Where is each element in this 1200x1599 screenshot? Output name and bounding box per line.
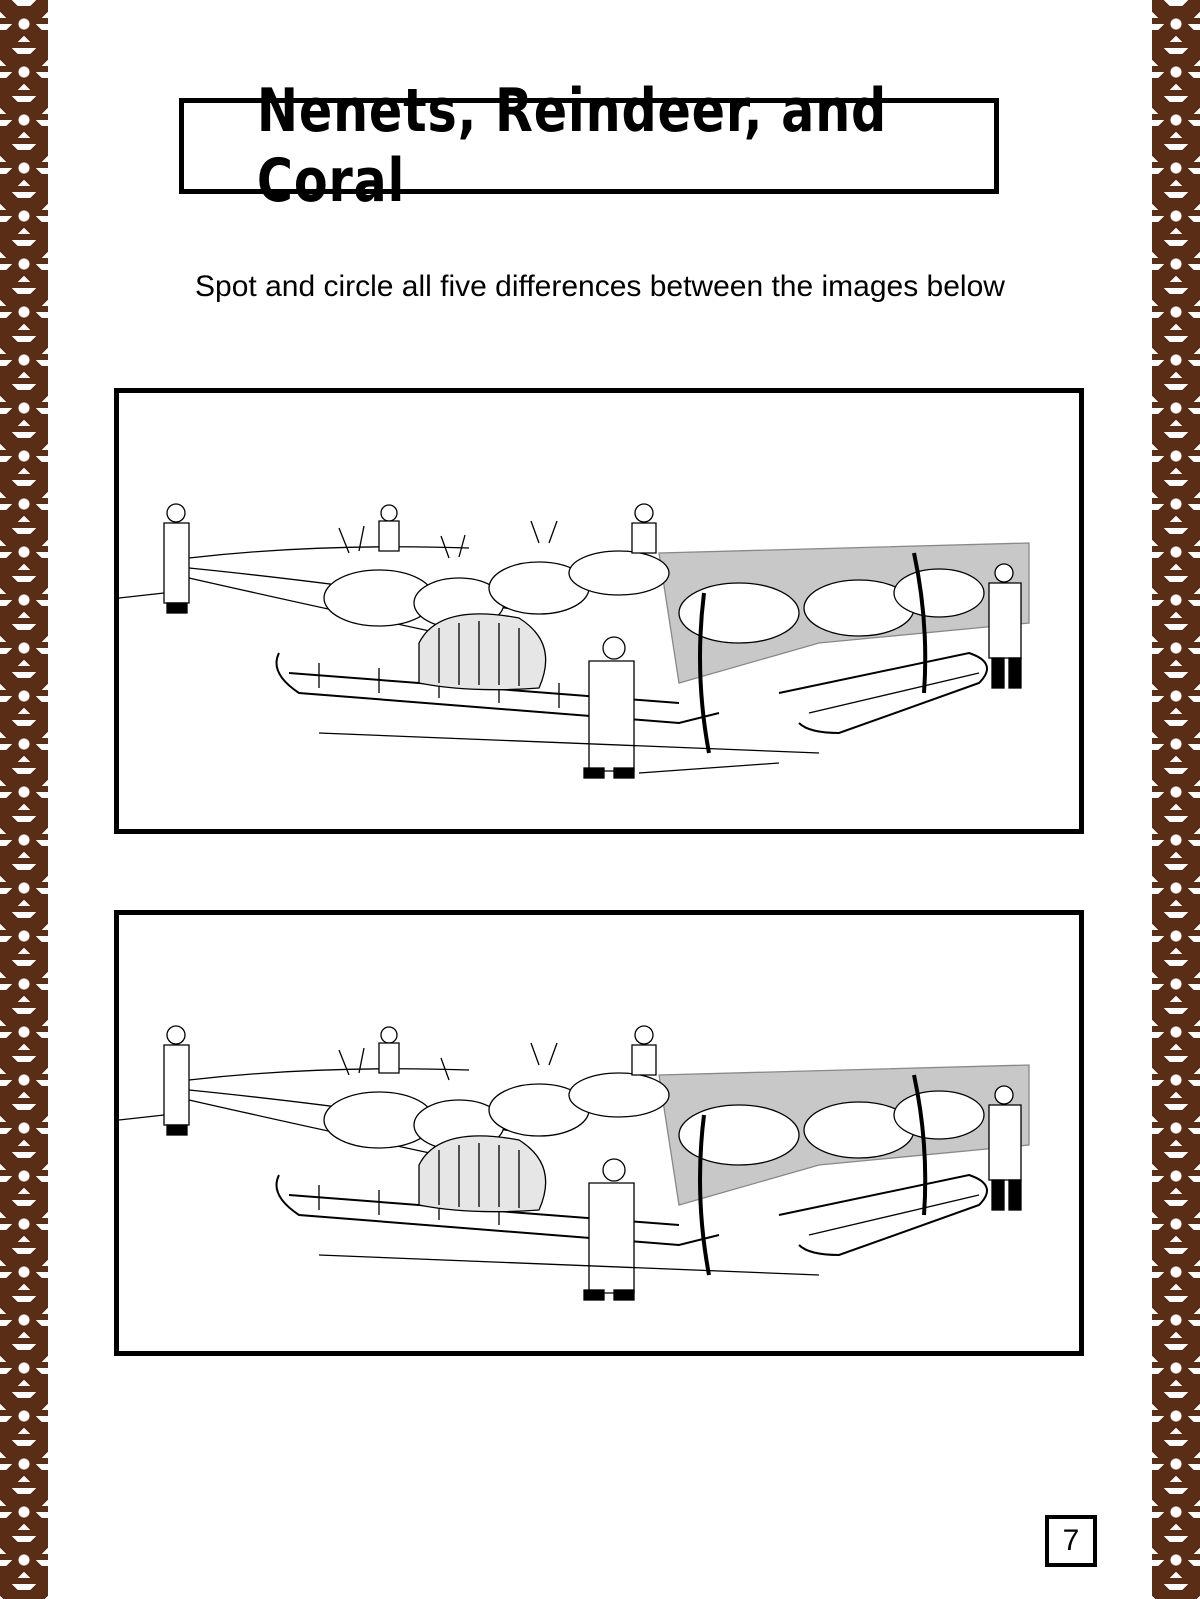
- reindeer-scene-top: [119, 393, 1079, 829]
- title-box: [179, 76, 999, 216]
- reindeer-scene-bottom: [119, 915, 1079, 1351]
- ornament-border-right: [1152, 0, 1200, 1599]
- instructions-text: Spot and circle all five differences between the images below: [195, 270, 1005, 303]
- ornament-border-left: [0, 0, 48, 1599]
- picture-top[interactable]: [114, 388, 1084, 834]
- page-title: Nenets, Reindeer, and Coral: [256, 76, 888, 216]
- page-number: 7: [1045, 1515, 1097, 1567]
- picture-bottom[interactable]: [114, 910, 1084, 1356]
